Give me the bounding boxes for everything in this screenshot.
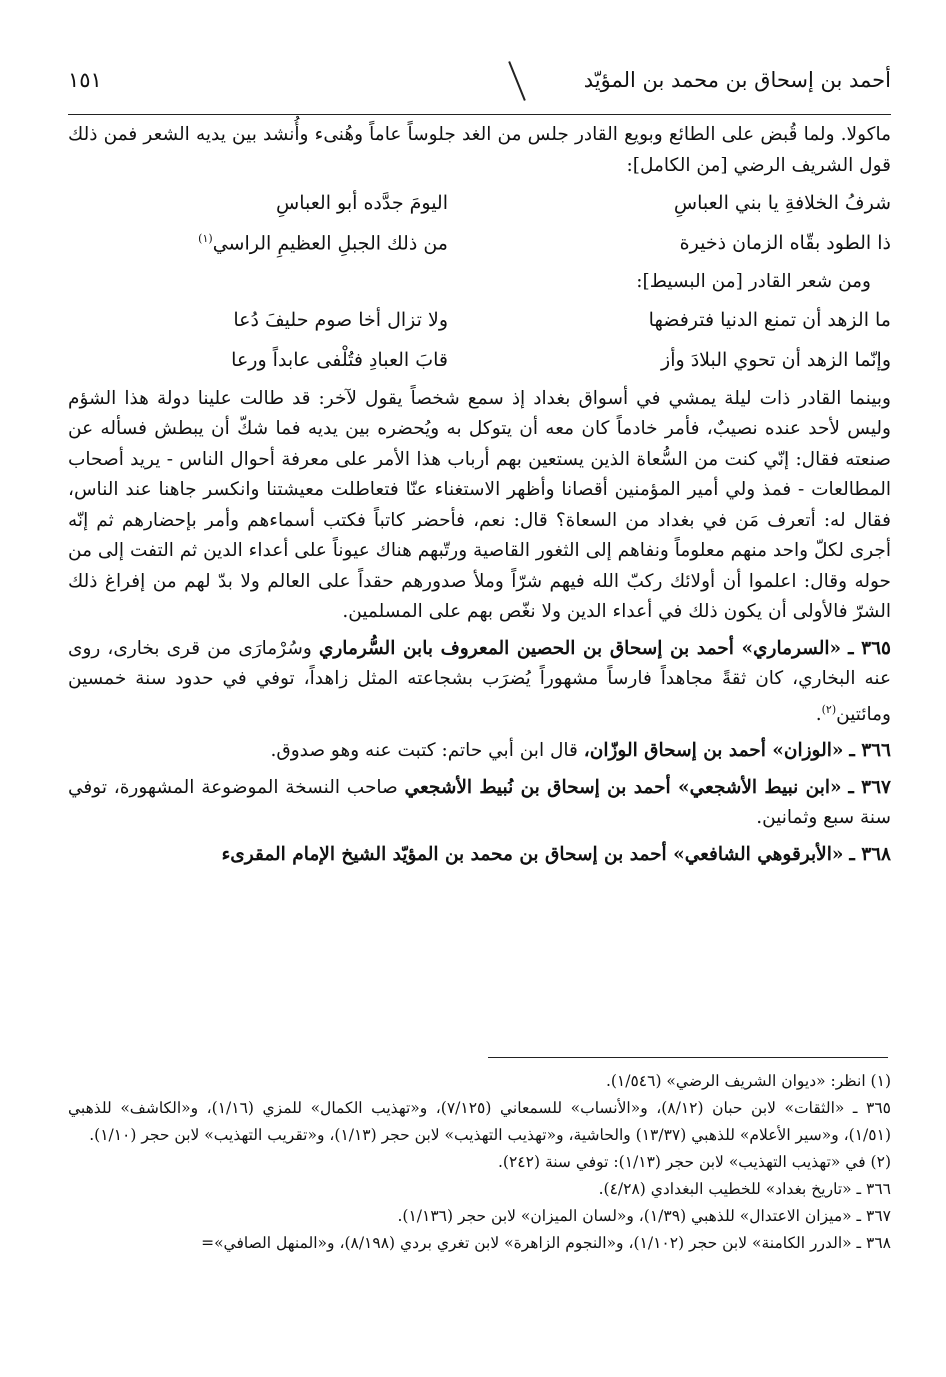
entry-text: وسُرْمارَى من قرى بخارى، روى عنه البخاري، كان ثقةً مجاهداً فارساً مشهوراً يُضرَب بشجاعته المثل زاهداً، توفي في حدود سنة خمسين ومائتين	[68, 637, 891, 725]
verse-hemistich-1: شرفُ الخلافةِ يا بني العباسِ	[673, 192, 891, 214]
footnote-rule	[488, 1057, 888, 1058]
biography-entry	[68, 736, 891, 767]
header-rule	[68, 114, 891, 115]
entry-heading: «الأبرقوهي الشافعي» أحمد بن إسحاق بن محمد بن المؤيّد الشيخ الإمام المقرىء	[221, 843, 844, 865]
entry-number: ٣٦٨ ـ	[849, 843, 891, 865]
verse-text: من ذلك الجبلِ العظيمِ الراسي	[212, 232, 448, 255]
entry-number: ٣٦٦ ـ	[849, 740, 891, 762]
footnote: ٣٦٨ ـ «الدرر الكامنة» لابن حجر (١/١٠٢)، و«النجوم الزاهرة» لابن تغري بردي (٨/١٩٨)، و«المنهل الصافي»=	[201, 1234, 891, 1252]
story-paragraph: وبينما القادر ذات ليلة يمشي في أسواق بغداد إذ سمع شخصاً يقول لآخر: قد طالت علينا دولة هذا الشؤم وليس لأحد عنده نصيبٌ، فأمر خادماً كان معه أن يتوكل به ويُحضره بين يديه فما شكّ أن يبطش فسأله عن صنعته فقال: إنّي كنت من السُّعاة الذين يستعين بهم أرباب هذا الأمر على معرفة أحوال الناس - يريد أصحاب المطالعات - فمذ ولي أمير المؤمنين أقصانا وأظهر الاستغناء عنّا فتعاطلت معيشتنا وانكسر جاهنا عند الناس، فقال له: أتعرف مَن في بغداد من السعاة؟ قال: نعم، فأحضر كاتباً فكتب أسماءهم وأمر بإحضارهم ثم إنّه أجرى لكلّ واحد منهم معلوماً ونفاهم إلى الثغور القاصية ورتّبهم هناك عيوناً على أعداء الدين ثم التفت إلى من حوله وقال: اعلموا أن أولائك ركبّ الله فيهم شرّاً وملأ صدورهم حقداً على العالم ولا بدّ لهم من إفراغ ذلك الشرّ فالأولى أن يكون ذلك في أعداء الدين ولا نغّص بهم على المسلمين.	[68, 387, 891, 622]
page-number: ١٥١	[68, 68, 102, 92]
footnote: ٣٦٥ ـ «الثقات» لابن حبان (٨/١٢)، و«الأنساب» للسمعاني (٧/١٢٥)، و«تهذيب الكمال» للمزي (١/١٦)، و«الكاشف» للذهبي (١/٥١)، و«سير الأعلام» للذهبي (١٣/٣٧) والحاشية، و«تهذيب التهذيب» لابن حجر (١/١٣)، و«تقريب التهذيب» لابن حجر (١/١٠).	[68, 1099, 891, 1144]
biography-entry	[68, 773, 891, 834]
verse-line	[68, 300, 891, 340]
main-text	[68, 120, 891, 870]
footnote: ٣٦٧ ـ «ميزان الاعتدال» للذهبي (١/٣٩)، و«لسان الميزان» لابن حجر (١/١٣٦).	[397, 1207, 891, 1225]
verse-hemistich-1: وإنّما الزهد أن تحوي البلادَ وأز	[661, 348, 891, 371]
entry-heading: «ابن نبيط الأشجعي» أحمد بن إسحاق بن نُبيط الأشجعي	[404, 776, 842, 798]
entry-text: قال ابن أبي حاتم: كتبت عنه وهو صدوق.	[270, 740, 584, 762]
running-title: أحمد بن إسحاق بن محمد بن المؤيّد	[583, 68, 891, 92]
footnote: ٣٦٦ ـ «تاريخ بغداد» للخطيب البغدادي (٤/٢٨).	[598, 1180, 891, 1198]
verse-line	[68, 183, 891, 223]
footnote-ref: (٢)	[821, 702, 837, 716]
entry-number: ٣٦٧ ـ	[848, 776, 891, 798]
footnote: (٢) في «تهذيب التهذيب» لابن حجر (١/١٣): توفي سنة (٢٤٢).	[498, 1153, 891, 1171]
verse-hemistich-2: قابَ العبادِ فتُلْفى عابداً ورعا	[231, 348, 448, 371]
verse-hemistich-2	[108, 232, 448, 254]
verse-line	[68, 340, 891, 380]
entry-number: ٣٦٥ ـ	[848, 637, 891, 659]
footnote-ref: (١)	[198, 231, 213, 245]
entry-heading: «الوزان» أحمد بن إسحاق الوزّان،	[583, 740, 844, 762]
verses-qadir	[68, 300, 891, 380]
verse-hemistich-2: ولا تزال أخا صوم حليفَ دُعا	[233, 308, 448, 331]
entry-text: صاحب النسخة الموضوعة المشهورة، توفي سنة سبع وثمانين.	[68, 776, 891, 829]
meter-label: ومن شعر القادر [من البسيط]:	[636, 271, 871, 292]
entry-end: .	[815, 703, 822, 725]
verse-hemistich-1: ذا الطود بقّاه الزمان ذخيرة	[679, 232, 891, 254]
footnotes	[68, 1068, 891, 1257]
entry-heading: «السرماري» أحمد بن إسحاق بن الحصين المعروف بابن السُّرماري	[318, 637, 842, 659]
biography-entry	[68, 840, 891, 871]
intro-paragraph: ماكولا. ولما قُبض على الطائع وبويع القادر جلس من الغد جلوساً عاماً وهُنىء وأُنشد بين يديه الشعر فمن ذلك قول الشريف الرضي [من الكامل]:	[68, 124, 891, 176]
verses-radi	[68, 183, 891, 263]
biography-entry	[68, 634, 891, 731]
running-header	[68, 68, 891, 108]
pen-mark	[508, 61, 526, 101]
verse-hemistich-1: ما الزهد أن تمنع الدنيا فترفضها	[648, 308, 891, 331]
footnote: (١) انظر: «ديوان الشريف الرضي» (١/٥٤٦).	[605, 1072, 891, 1090]
verse-hemistich-2: اليومَ جدَّده أبو العباسِ	[276, 192, 448, 214]
verse-line	[68, 223, 891, 263]
